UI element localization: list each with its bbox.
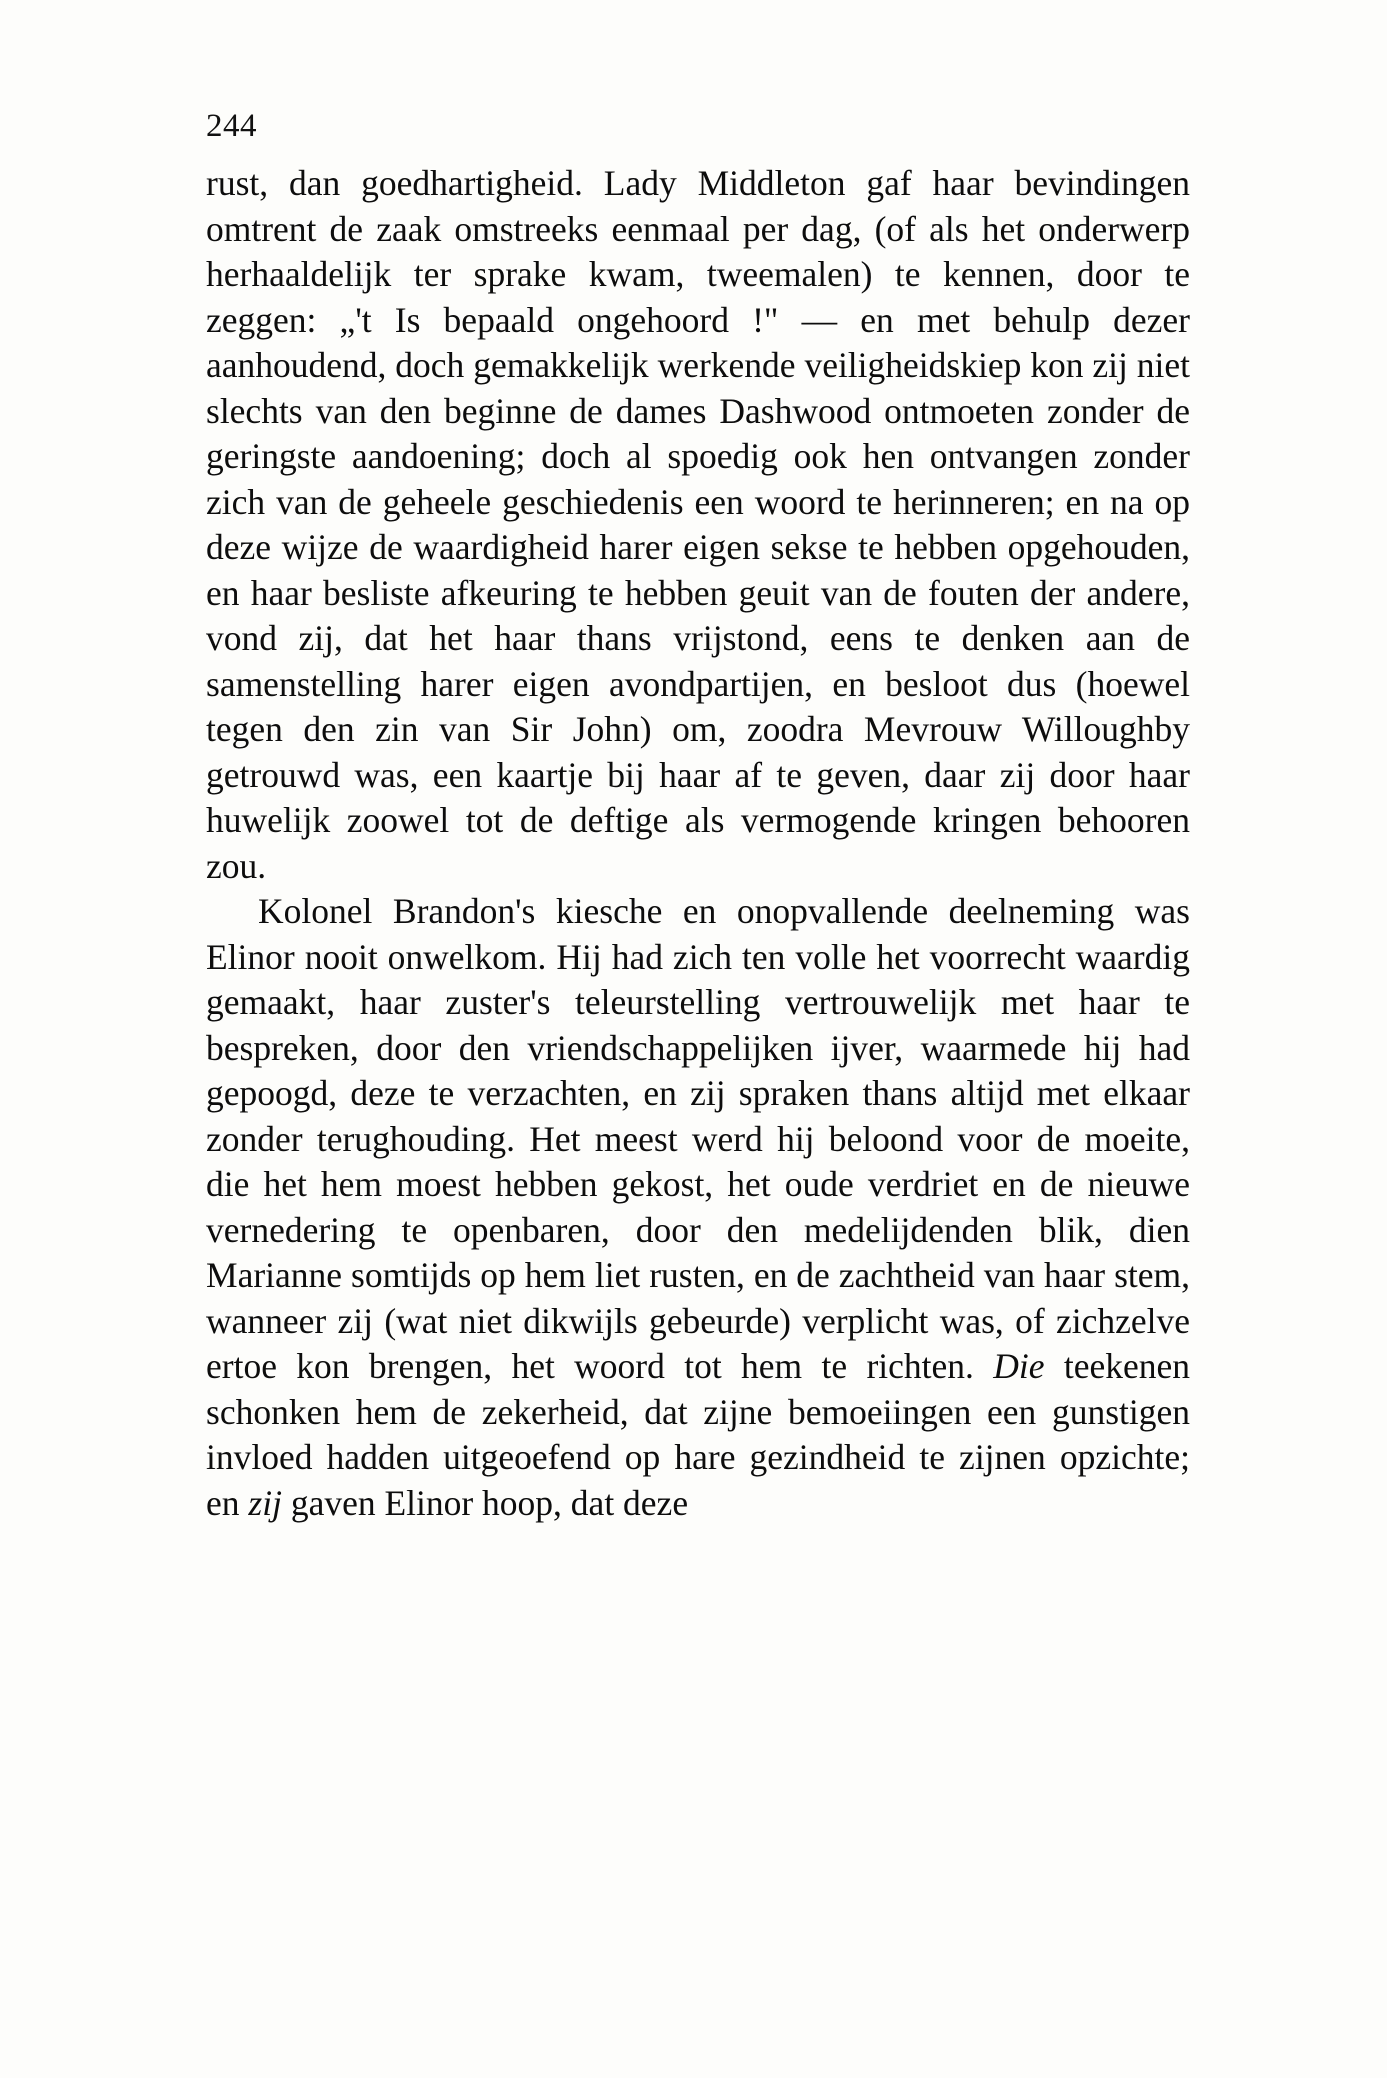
body-text: [206, 161, 1190, 1526]
paragraph-2: Kolonel Brandon's kiesche en onopvallende deelneming was Elinor nooit onwelkom. Hij had zich ten volle het voorrecht waardig gemaakt, haar zuster's teleurstelling vertrouwelijk met haar te bespreken, door den vriendschappelijken ijver, waarmede hij had gepoogd, deze te verzachten, en zij spraken thans altijd met elkaar zonder terughouding. Het meest werd hij beloond voor de moeite, die het hem moest hebben gekost, het oude verdriet en de nieuwe vernedering te openbaren, door den medelijdenden blik, dien Marianne somtijds op hem liet rusten, en de zachtheid van haar stem, wanneer zij (wat niet dikwijls gebeurde) verplicht was, of zichzelve ertoe kon brengen, het woord tot hem te richten. Die teekenen schonken hem de zekerheid, dat zijne bemoeiingen een gunstigen invloed hadden uitgeoefend op hare gezindheid te zijnen opzichte; en zij gaven Elinor hoop, dat deze: [206, 891, 1191, 1523]
paragraph-1: rust, dan goedhartigheid. Lady Middleton gaf haar bevindingen omtrent de zaak omstreeks eenmaal per dag, (of als het onderwerp herhaaldelijk ter sprake kwam, tweemalen) te kennen, door te zeggen: „'t Is bepaald ongehoord !" — en met behulp dezer aanhoudend, doch gemakkelijk werkende veiligheidskiep kon zij niet slechts van den beginne de dames Dashwood ontmoeten zonder de geringste aandoening; doch al spoedig ook hen ontvangen zonder zich van de geheele geschiedenis een woord te herinneren; en na op deze wijze de waardigheid harer eigen sekse te hebben opgehouden, en haar besliste afkeuring te hebben geuit van de fouten der andere, vond zij, dat het haar thans vrijstond, eens te denken aan de samenstelling harer eigen avondpartijen, en besloot dus (hoewel tegen den zin van Sir John) om, zoodra Mevrouw Willoughby getrouwd was, een kaartje bij haar af te geven, daar zij door haar huwelijk zoowel tot de deftige als vermogende kringen behooren zou.: [206, 163, 1190, 886]
emphasis-text: zij: [248, 1482, 282, 1523]
emphasis-text: Die: [993, 1346, 1045, 1386]
page-text-block: [206, 110, 1190, 1526]
page-number: 244: [206, 108, 257, 144]
